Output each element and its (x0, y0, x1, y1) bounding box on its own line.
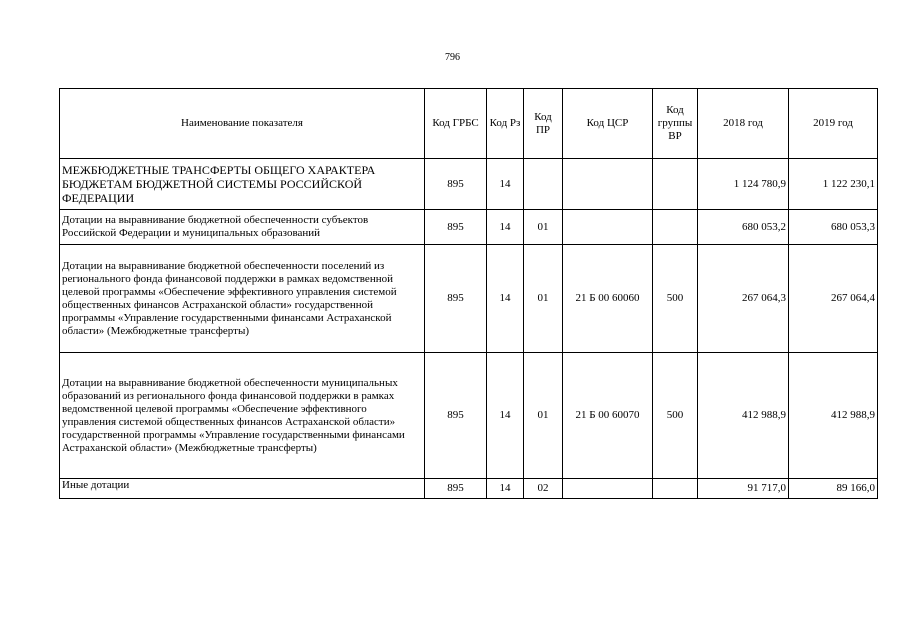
header-rz: Код Рз (487, 89, 524, 159)
row-rz: 14 (487, 245, 524, 353)
row-csr: 21 Б 00 60070 (563, 353, 653, 479)
row-2018: 91 717,0 (698, 479, 789, 499)
row-vr (653, 210, 698, 245)
table-row (60, 210, 878, 245)
row-2019: 1 122 230,1 (789, 159, 878, 210)
row-pr: 02 (524, 479, 563, 499)
page-number: 796 (445, 52, 460, 63)
row-pr: 01 (524, 245, 563, 353)
row-2019: 267 064,4 (789, 245, 878, 353)
row-vr (653, 159, 698, 210)
row-name: Дотации на выравнивание бюджетной обеспеченности муниципальных образований из регионального фонда финансовой поддержки в рамках ведомственной целевой программы «Обеспечение эффективного управления системой общественных финансов Астраханской области» государственной программы «Управление государственными финансами Астраханской области» (Межбюджетные трансферты) (60, 353, 425, 479)
row-csr (563, 210, 653, 245)
row-grbs: 895 (425, 353, 487, 479)
row-rz: 14 (487, 159, 524, 210)
header-2018: 2018 год (698, 89, 789, 159)
row-name: МЕЖБЮДЖЕТНЫЕ ТРАНСФЕРТЫ ОБЩЕГО ХАРАКТЕРА БЮДЖЕТАМ БЮДЖЕТНОЙ СИСТЕМЫ РОССИЙСКОЙ ФЕДЕРАЦИИ (60, 159, 425, 210)
row-2019: 412 988,9 (789, 353, 878, 479)
row-pr: 01 (524, 353, 563, 479)
header-vr: Код группы ВР (653, 89, 698, 159)
row-csr (563, 159, 653, 210)
header-csr: Код ЦСР (563, 89, 653, 159)
table-row (60, 353, 878, 479)
row-grbs: 895 (425, 159, 487, 210)
row-rz: 14 (487, 353, 524, 479)
row-name: Иные дотации (60, 479, 425, 499)
row-pr (524, 159, 563, 210)
row-2018: 267 064,3 (698, 245, 789, 353)
header-pr: Код ПР (524, 89, 563, 159)
table-row (60, 159, 878, 210)
row-grbs: 895 (425, 245, 487, 353)
table-row (60, 479, 878, 499)
row-csr: 21 Б 00 60060 (563, 245, 653, 353)
header-grbs: Код ГРБС (425, 89, 487, 159)
budget-table (59, 88, 878, 499)
row-2019: 680 053,3 (789, 210, 878, 245)
table-row (60, 245, 878, 353)
row-name: Дотации на выравнивание бюджетной обеспеченности поселений из регионального фонда финансовой поддержки в рамках ведомственной целевой программы «Обеспечение эффективного управления системой общественных финансов Астраханской области» государственной программы «Управление государственными финансами Астраханской области» (Межбюджетные трансферты) (60, 245, 425, 353)
row-rz: 14 (487, 479, 524, 499)
row-rz: 14 (487, 210, 524, 245)
row-2018: 1 124 780,9 (698, 159, 789, 210)
row-pr: 01 (524, 210, 563, 245)
row-2018: 680 053,2 (698, 210, 789, 245)
row-2018: 412 988,9 (698, 353, 789, 479)
row-name: Дотации на выравнивание бюджетной обеспеченности субъектов Российской Федерации и муниципальных образований (60, 210, 425, 245)
row-vr: 500 (653, 245, 698, 353)
row-vr: 500 (653, 353, 698, 479)
row-grbs: 895 (425, 479, 487, 499)
header-2019: 2019 год (789, 89, 878, 159)
row-csr (563, 479, 653, 499)
header-name: Наименование показателя (60, 89, 425, 159)
row-grbs: 895 (425, 210, 487, 245)
row-vr (653, 479, 698, 499)
table-header-row (60, 89, 878, 159)
row-2019: 89 166,0 (789, 479, 878, 499)
